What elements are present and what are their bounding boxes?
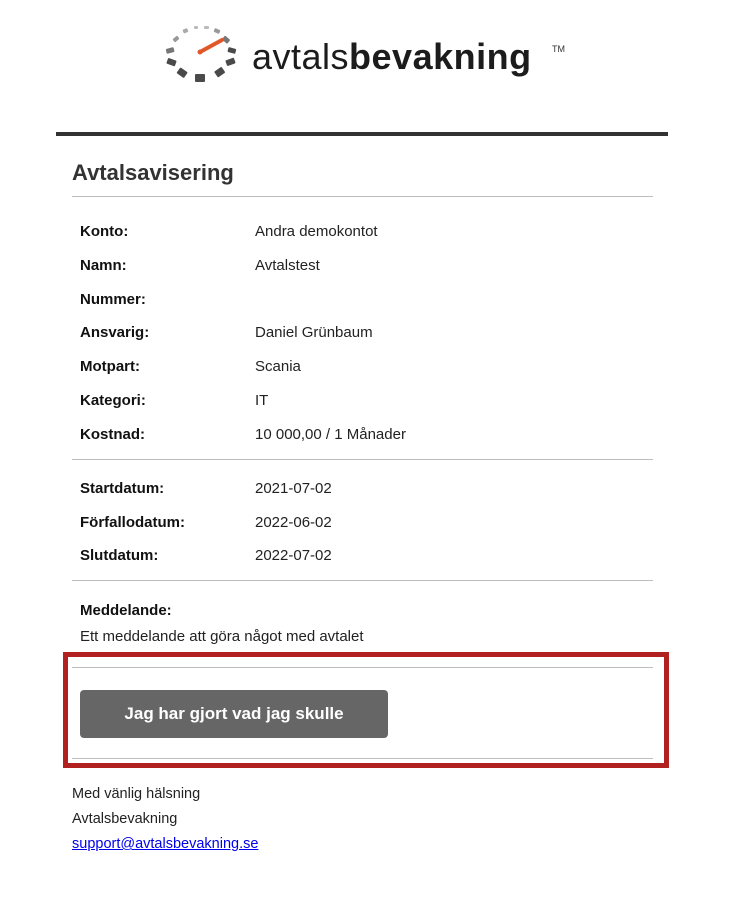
brand-name-light: avtals bbox=[252, 36, 350, 77]
date-value: 2021-07-02 bbox=[255, 480, 332, 497]
detail-label: Nummer: bbox=[80, 291, 146, 308]
detail-label: Kategori: bbox=[80, 392, 146, 409]
detail-label: Konto: bbox=[80, 223, 129, 240]
clock-gauge-icon bbox=[158, 26, 242, 86]
detail-value: IT bbox=[255, 392, 269, 409]
detail-label: Ansvarig: bbox=[80, 324, 150, 341]
signature-greeting: Med vänlig hälsning bbox=[72, 786, 201, 802]
signature-company: Avtalsbevakning bbox=[72, 811, 178, 827]
message-label: Meddelande: bbox=[80, 602, 172, 619]
brand-trademark: TM bbox=[552, 44, 565, 54]
date-label: Startdatum: bbox=[80, 480, 165, 497]
page-title: Avtalsavisering bbox=[72, 160, 234, 185]
message-text: Ett meddelande att göra något med avtalet bbox=[80, 628, 364, 645]
support-email-link[interactable]: support@avtalsbevakning.se bbox=[72, 836, 259, 852]
details-divider bbox=[72, 459, 653, 460]
title-divider bbox=[72, 196, 653, 197]
detail-value: 10 000,00 / 1 Månader bbox=[255, 426, 406, 443]
detail-value: Andra demokontot bbox=[255, 223, 378, 240]
detail-label: Namn: bbox=[80, 257, 127, 274]
header-divider bbox=[56, 132, 668, 136]
dates-divider bbox=[72, 580, 653, 581]
date-value: 2022-07-02 bbox=[255, 547, 332, 564]
detail-value: Daniel Grünbaum bbox=[255, 324, 373, 341]
detail-label: Kostnad: bbox=[80, 426, 145, 443]
date-label: Slutdatum: bbox=[80, 547, 159, 564]
detail-value: Scania bbox=[255, 358, 301, 375]
detail-value: Avtalstest bbox=[255, 257, 320, 274]
date-label: Förfallodatum: bbox=[80, 514, 185, 531]
detail-label: Motpart: bbox=[80, 358, 140, 375]
date-value: 2022-06-02 bbox=[255, 514, 332, 531]
action-highlight-frame bbox=[63, 652, 669, 768]
brand-wordmark bbox=[252, 36, 532, 78]
brand-logo bbox=[158, 22, 598, 82]
confirm-done-button[interactable]: Jag har gjort vad jag skulle bbox=[80, 690, 388, 738]
brand-name-bold: bevakning bbox=[349, 36, 532, 77]
